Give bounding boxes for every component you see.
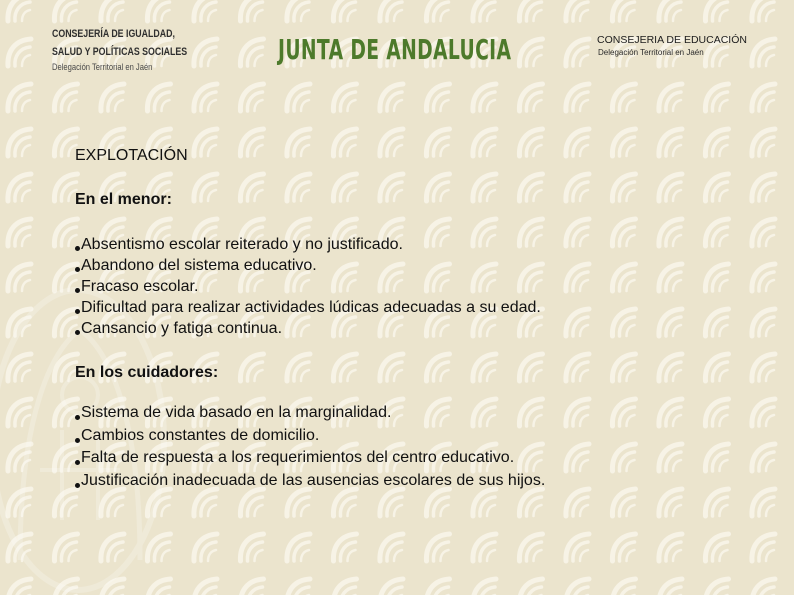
- list-item: [75, 318, 541, 339]
- logo-line-1: CONSEJERÍA DE IGUALDAD,: [52, 28, 175, 40]
- bullet-list-menor: [75, 234, 541, 339]
- logo-line-2: SALUD Y POLÍTICAS SOCIALES: [52, 46, 188, 58]
- section-heading-menor: En el menor:: [75, 191, 172, 208]
- list-item: [75, 425, 545, 448]
- list-item: [75, 276, 541, 297]
- junta-andalucia-wordmark: JUNTA DE ANDALUCIA: [278, 33, 512, 66]
- consejeria-educacion-label: CONSEJERIA DE EDUCACIÓN: [597, 34, 747, 46]
- list-item-text: Justificación inadecuada de las ausencias escolares de sus hijos.: [81, 471, 546, 489]
- bullet-icon: [75, 415, 80, 420]
- bullet-icon: [75, 309, 80, 314]
- list-item-text: Abandono del sistema educativo.: [81, 257, 317, 274]
- logo-delegation: Delegación Territorial en Jaén: [52, 62, 153, 73]
- section-heading-cuidadores: En los cuidadores:: [75, 364, 219, 381]
- list-item-text: Absentismo escolar reiterado y no justificado.: [81, 236, 403, 253]
- list-item: [75, 255, 541, 276]
- list-item: [75, 470, 545, 493]
- list-item: [75, 402, 545, 425]
- list-item: [75, 447, 545, 470]
- slide-title: EXPLOTACIÓN: [75, 147, 188, 164]
- consejeria-igualdad-logo: [52, 28, 212, 76]
- list-item-text: Falta de respuesta a los requerimientos del centro educativo.: [81, 449, 515, 466]
- bullet-icon: [75, 483, 80, 488]
- bullet-icon: [75, 267, 80, 272]
- bullet-icon: [75, 330, 80, 335]
- list-item-text: Cansancio y fatiga continua.: [81, 320, 283, 337]
- list-item-text: Dificultad para realizar actividades lúdicas adecuadas a su edad.: [81, 299, 541, 316]
- bullet-icon: [75, 288, 80, 293]
- list-item: [75, 297, 541, 318]
- list-item: [75, 234, 541, 255]
- list-item-text: Cambios constantes de domicilio.: [81, 426, 320, 444]
- bullet-icon: [75, 246, 80, 251]
- list-item-text: Fracaso escolar.: [81, 278, 199, 295]
- educacion-delegation-label: Delegación Territorial en Jaén: [598, 48, 704, 57]
- bullet-icon: [75, 438, 80, 443]
- bullet-list-cuidadores: [75, 402, 545, 492]
- bullet-icon: [75, 460, 80, 465]
- list-item-text: Sistema de vida basado en la marginalidad.: [81, 404, 392, 421]
